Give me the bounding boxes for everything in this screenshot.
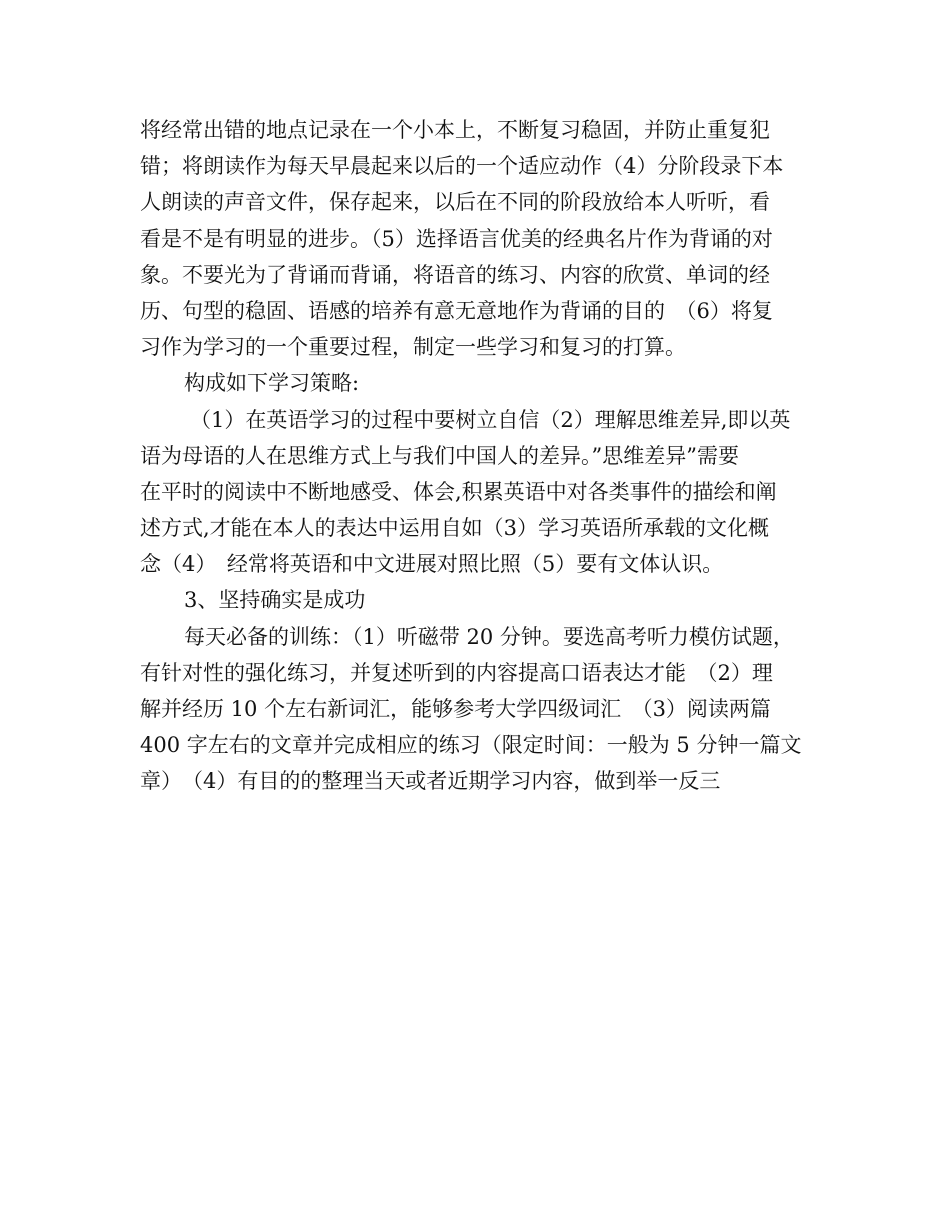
text-line: 历、句型的稳固、语感的培养有意无意地作为背诵的目的 （6）将复 bbox=[140, 298, 773, 323]
text-line: 象。不要光为了背诵而背诵，将语音的练习、内容的欣赏、单词的经 bbox=[140, 262, 770, 287]
text-line: 看是不是有明显的进步。（5）选择语言优美的经典名片作为背诵的对 bbox=[140, 226, 773, 251]
text-line: （1）在英语学习的过程中要树立自信（2）理解思维差异,即以英 bbox=[190, 407, 791, 432]
text-line: 每天必备的训练：（1）听磁带 20 分钟。要选高考听力模仿试题， bbox=[184, 624, 794, 649]
text-line: 语为母语的人在思维方式上与我们中国人的差异。”思维差异”需要 bbox=[140, 443, 739, 468]
text-line: 章） （4）有目的的整理当天或者近期学习内容，做到举一反三 bbox=[140, 769, 721, 794]
text-line: 人朗读的声音文件，保存起来，以后在不同的阶段放给本人听听，看 bbox=[140, 190, 770, 215]
text-line: 有针对性的强化练习，并复述听到的内容提高口语表达才能 （2）理 bbox=[140, 660, 773, 685]
text-line: 念（4） 经常将英语和中文进展对照比照（5）要有文体认识。 bbox=[140, 552, 724, 577]
section-heading: 3、坚持确实是成功 bbox=[184, 588, 366, 613]
document-body bbox=[140, 112, 816, 800]
section-heading: 构成如下学习策略: bbox=[184, 371, 360, 396]
text-line: 将经常出错的地点记录在一个小本上，不断复习稳固，并防止重复犯 bbox=[140, 118, 770, 142]
text-line: 在平时的阅读中不断地感受、体会,积累英语中对各类事件的描绘和阐 bbox=[140, 479, 777, 504]
text-line: 述方式,才能在本人的表达中运用自如（3）学习英语所承载的文化概 bbox=[140, 516, 770, 541]
text-line: 习作为学习的一个重要过程，制定一些学习和复习的打算。 bbox=[140, 335, 686, 360]
text-line: 400 字左右的文章并完成相应的练习（限定时间：一般为 5 分钟一篇文 bbox=[140, 733, 802, 758]
text-line: 错；将朗读作为每天早晨起来以后的一个适应动作（4）分阶段录下本 bbox=[140, 154, 784, 179]
text-line: 解并经历 10 个左右新词汇，能够参考大学四级词汇 （3）阅读两篇 bbox=[140, 697, 771, 721]
